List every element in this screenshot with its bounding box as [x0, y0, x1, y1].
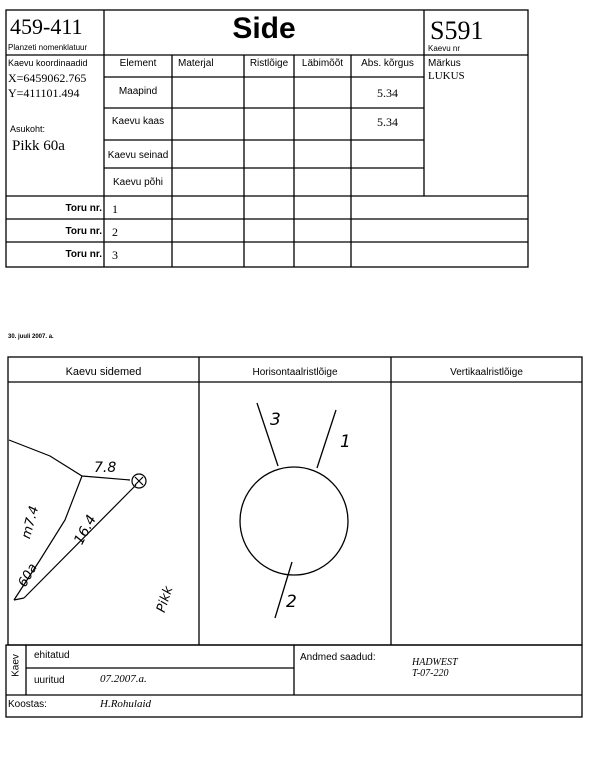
- coordinate-x: X=6459062.765: [8, 71, 87, 85]
- data-source-value-1: HADWEST: [412, 657, 458, 668]
- sketch-title-vertical: Vertikaalristlõige: [450, 367, 523, 378]
- label-distance-7-4: m7.4: [19, 504, 43, 541]
- row-label-ground: Maapind: [118, 86, 158, 97]
- location-value: Pikk 60a: [12, 138, 65, 154]
- pipe-value-1: 1: [112, 202, 118, 216]
- row-value-lid: 5.34: [377, 115, 398, 129]
- pipe-label-3: Toru nr.: [65, 249, 102, 260]
- well-circle: [240, 467, 348, 575]
- sketch-title-horizontal: Horisontaalristlõige: [252, 367, 338, 378]
- built-label: ehitatud: [34, 650, 70, 661]
- label-pipe-3: 3: [270, 410, 281, 430]
- label-pipe-1: 1: [340, 432, 351, 452]
- column-header-cross-section: Ristlõige: [249, 58, 289, 69]
- data-source-value-2: T-07-220: [412, 668, 449, 679]
- remark-value: LUKUS: [428, 70, 465, 82]
- label-distance-7-8: 7.8: [94, 460, 117, 476]
- footer-well-label: Kaev: [10, 654, 22, 677]
- date-note: 30. juuli 2007. a.: [8, 334, 54, 340]
- row-label-lid: Kaevu kaas: [111, 116, 165, 127]
- coordinates-label: Kaevu koordinaadid: [8, 58, 88, 68]
- pipe-label-2: Toru nr.: [65, 226, 102, 237]
- surveyed-label: uuritud: [34, 675, 65, 686]
- label-house-60a: 60a: [15, 561, 41, 590]
- pipe-line-1: [317, 410, 336, 468]
- row-label-bottom: Kaevu põhi: [112, 177, 164, 188]
- column-header-abs-height: Abs. kõrgus: [361, 58, 414, 69]
- column-header-remark: Märkus: [428, 58, 461, 69]
- column-header-element: Element: [119, 58, 157, 69]
- pipe-value-2: 2: [112, 225, 118, 239]
- sketch-title-connections: Kaevu sidemed: [65, 366, 142, 378]
- column-header-diameter: Läbimõõt: [301, 58, 344, 69]
- well-number: S591: [430, 16, 484, 45]
- author-value: H.Rohulaid: [100, 698, 152, 710]
- pipe-label-1: Toru nr.: [65, 203, 102, 214]
- nomenclature-code: 459-411: [10, 14, 83, 39]
- location-label: Asukoht:: [10, 124, 46, 134]
- surveyed-value: 07.2007.a.: [100, 673, 147, 685]
- data-source-label: Andmed saadud:: [300, 652, 376, 663]
- row-value-ground: 5.34: [377, 86, 398, 100]
- pipe-value-3: 3: [112, 248, 118, 262]
- label-street-pikk: Pikk: [154, 584, 177, 615]
- well-number-label: Kaevu nr: [428, 44, 461, 53]
- row-label-walls: Kaevu seinad: [107, 150, 169, 161]
- label-distance-16-4: 16.4: [71, 512, 100, 548]
- author-label: Koostas:: [8, 699, 47, 710]
- column-header-material: Materjal: [178, 58, 214, 69]
- coordinate-y: Y=411101.494: [8, 86, 80, 100]
- nomenclature-label: Planzeti nomenklatuur: [8, 43, 88, 52]
- page-title: Side: [232, 12, 296, 45]
- label-pipe-2: 2: [286, 592, 297, 612]
